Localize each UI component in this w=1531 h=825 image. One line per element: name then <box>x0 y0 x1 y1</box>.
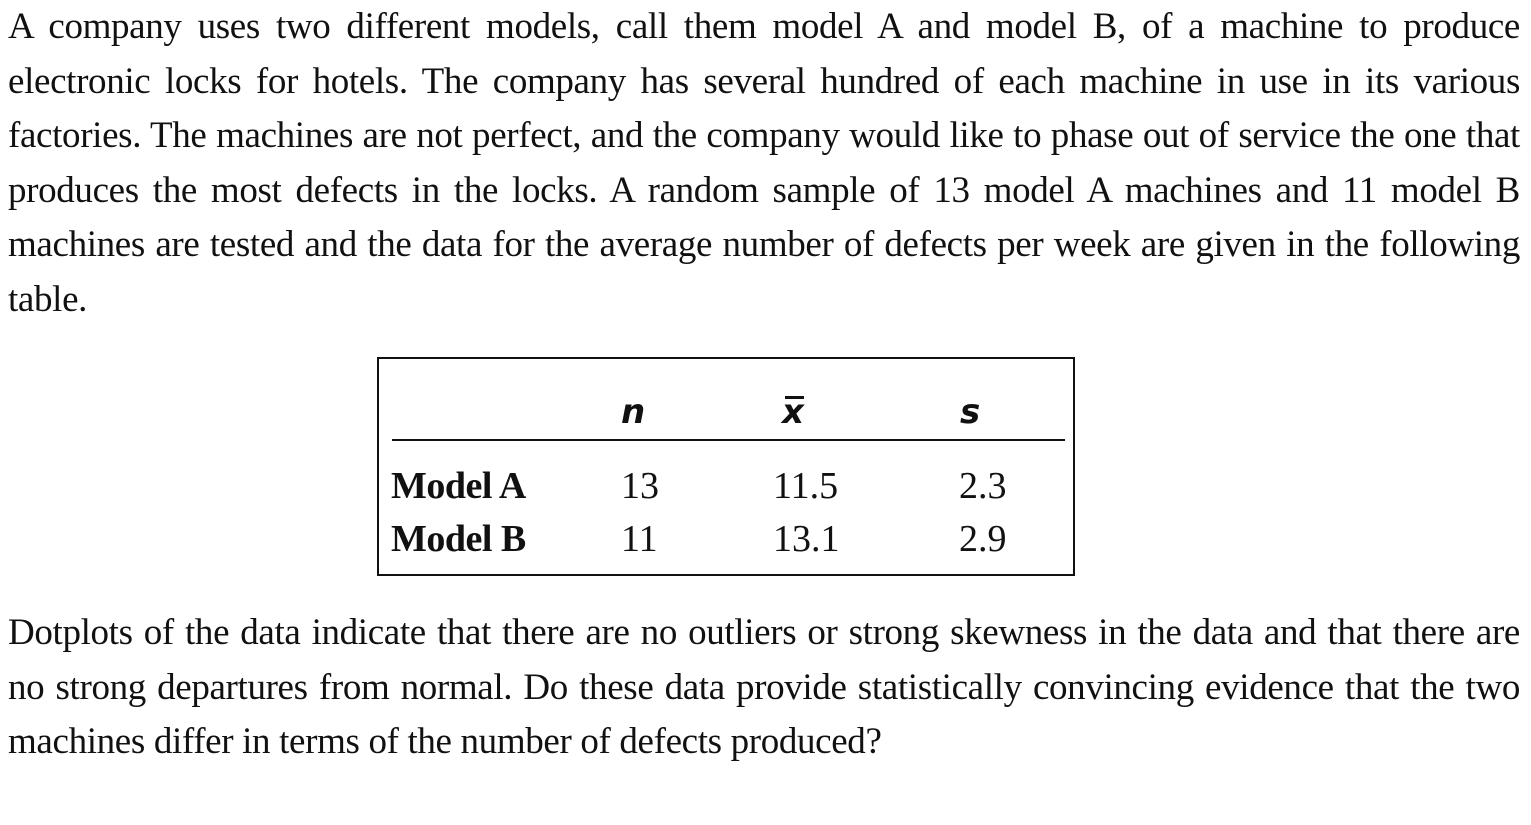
cell-s: 2.9 <box>959 518 1007 560</box>
x-bar-symbol: x <box>782 392 804 432</box>
header-n: n <box>621 392 646 432</box>
intro-paragraph: A company uses two different models, call them model A and model B, of a machine to produce electronic locks for hotels. The company has several hundred of each machine in use in its various factories. The machines are not perfect, and the company would like to phase out of service the one that produces the most defects in the locks. A random sample of 13 model A machines and 11 model B machines are tested and the data for the average number of defects per week are given in the following table. <box>8 6 1520 320</box>
header-rule <box>392 439 1065 441</box>
header-sample-mean <box>782 392 804 432</box>
row-label: Model B <box>391 518 526 560</box>
table-row <box>379 512 1073 566</box>
cell-xbar: 11.5 <box>773 465 839 507</box>
table-row <box>379 459 1073 513</box>
row-label: Model A <box>391 465 526 507</box>
question-paragraph: Dotplots of the data indicate that there are no outliers or strong skewness in the data and that there are no strong departures from normal. Do these data provide statistically convincing evidence that the two machines differ in terms of the number of defects produced? <box>8 612 1520 762</box>
cell-xbar: 13.1 <box>773 518 840 560</box>
cell-n: 11 <box>621 518 658 560</box>
header-s: s <box>960 392 981 432</box>
summary-statistics-table <box>377 357 1075 576</box>
cell-s: 2.3 <box>959 465 1007 507</box>
cell-n: 13 <box>621 465 659 507</box>
